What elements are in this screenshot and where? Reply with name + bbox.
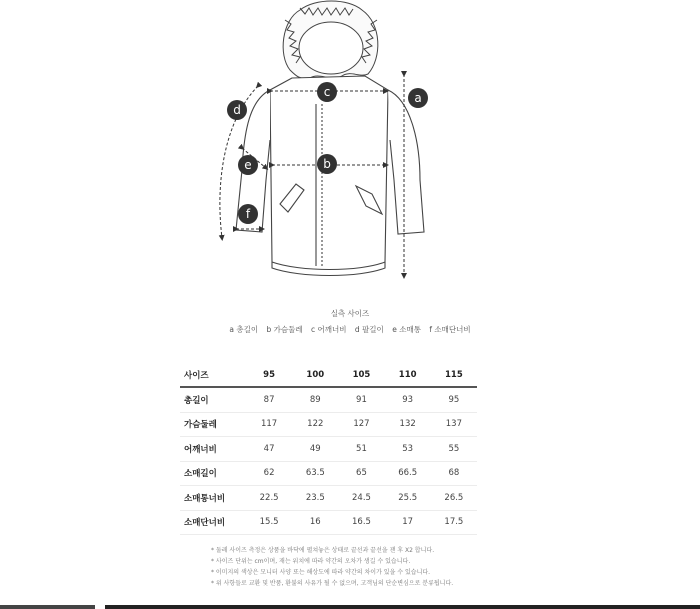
measurement-notes xyxy=(211,545,453,589)
table-row xyxy=(180,510,477,535)
table-cell: 89 xyxy=(292,387,338,412)
legend-item: e 소매통 xyxy=(392,325,421,334)
table-cell: 68 xyxy=(431,461,477,486)
note-line: * 사이즈 단위는 cm이며, 재는 위치에 따라 약간의 오차가 생길 수 있습니다. xyxy=(211,558,411,565)
table-cell: 16 xyxy=(292,510,338,535)
legend-item: b 가슴둘레 xyxy=(266,325,303,334)
header-cell: 110 xyxy=(385,364,431,387)
legend-item: f 소매단너비 xyxy=(429,325,471,334)
table-cell: 23.5 xyxy=(292,486,338,511)
marker-a xyxy=(408,88,428,108)
marker-e xyxy=(238,155,258,175)
legend-item: c 어깨너비 xyxy=(311,325,347,334)
table-cell: 55 xyxy=(431,437,477,462)
svg-text:c: c xyxy=(323,85,331,99)
table-cell: 95 xyxy=(431,387,477,412)
size-table xyxy=(180,364,477,535)
row-label: 소매통너비 xyxy=(180,486,246,511)
svg-text:a: a xyxy=(414,91,422,105)
table-cell: 51 xyxy=(338,437,384,462)
table-cell: 91 xyxy=(338,387,384,412)
table-cell: 49 xyxy=(292,437,338,462)
table-cell: 137 xyxy=(431,412,477,437)
table-cell: 47 xyxy=(246,437,292,462)
row-label: 어깨너비 xyxy=(180,437,246,462)
scrollbar-thumb[interactable] xyxy=(105,605,700,609)
table-cell: 15.5 xyxy=(246,510,292,535)
table-cell: 87 xyxy=(246,387,292,412)
header-cell: 95 xyxy=(246,364,292,387)
svg-text:e: e xyxy=(244,158,252,172)
table-cell: 65 xyxy=(338,461,384,486)
header-cell: 105 xyxy=(338,364,384,387)
svg-text:d: d xyxy=(233,103,241,117)
marker-f xyxy=(238,204,258,224)
table-cell: 17.5 xyxy=(431,510,477,535)
table-cell: 26.5 xyxy=(431,486,477,511)
table-cell: 63.5 xyxy=(292,461,338,486)
row-label: 총길이 xyxy=(180,387,246,412)
row-label: 가슴둘레 xyxy=(180,412,246,437)
table-cell: 25.5 xyxy=(385,486,431,511)
garment-measurement-diagram xyxy=(0,0,700,290)
marker-d xyxy=(227,100,247,120)
note-line: * 위 사항들로 교환 및 반품, 환불의 사유가 될 수 없으며, 고객님의 단순변심으로 분류됩니다. xyxy=(211,580,454,587)
jacket-outline xyxy=(236,76,424,276)
row-label: 소매길이 xyxy=(180,461,246,486)
table-cell: 127 xyxy=(338,412,384,437)
table-cell: 66.5 xyxy=(385,461,431,486)
table-cell: 24.5 xyxy=(338,486,384,511)
table-cell: 117 xyxy=(246,412,292,437)
table-row xyxy=(180,461,477,486)
scrollbar-track-left xyxy=(0,605,95,609)
svg-text:b: b xyxy=(323,157,331,171)
table-cell: 22.5 xyxy=(246,486,292,511)
note-line: * 둘레 사이즈 측정은 상품을 바닥에 펼쳐놓은 상태로 끝선과 끝선을 잰 후 X2 합니다. xyxy=(211,547,435,554)
marker-b xyxy=(317,154,337,174)
note-line: * 이미지의 색상은 모니터 사양 또는 해상도에 따라 약간의 차이가 있을 수 있습니다. xyxy=(211,569,431,576)
size-table-header xyxy=(180,364,477,387)
legend-item: d 팔길이 xyxy=(354,325,384,334)
header-cell: 115 xyxy=(431,364,477,387)
table-cell: 17 xyxy=(385,510,431,535)
legend-item: a 총길이 xyxy=(229,325,259,334)
row-label: 소매단너비 xyxy=(180,510,246,535)
table-cell: 16.5 xyxy=(338,510,384,535)
table-row xyxy=(180,387,477,412)
fur-hood xyxy=(283,1,378,79)
header-cell: 100 xyxy=(292,364,338,387)
table-cell: 62 xyxy=(246,461,292,486)
table-row xyxy=(180,412,477,437)
measurement-legend xyxy=(0,324,700,335)
bottom-scrollbar[interactable] xyxy=(0,603,700,609)
marker-c xyxy=(317,82,337,102)
table-row xyxy=(180,486,477,511)
table-cell: 53 xyxy=(385,437,431,462)
measurement-caption-title: 실측 사이즈 xyxy=(330,309,370,318)
table-cell: 132 xyxy=(385,412,431,437)
table-cell: 122 xyxy=(292,412,338,437)
table-cell: 93 xyxy=(385,387,431,412)
svg-text:f: f xyxy=(245,207,251,221)
header-cell: 사이즈 xyxy=(180,364,246,387)
table-row xyxy=(180,437,477,462)
